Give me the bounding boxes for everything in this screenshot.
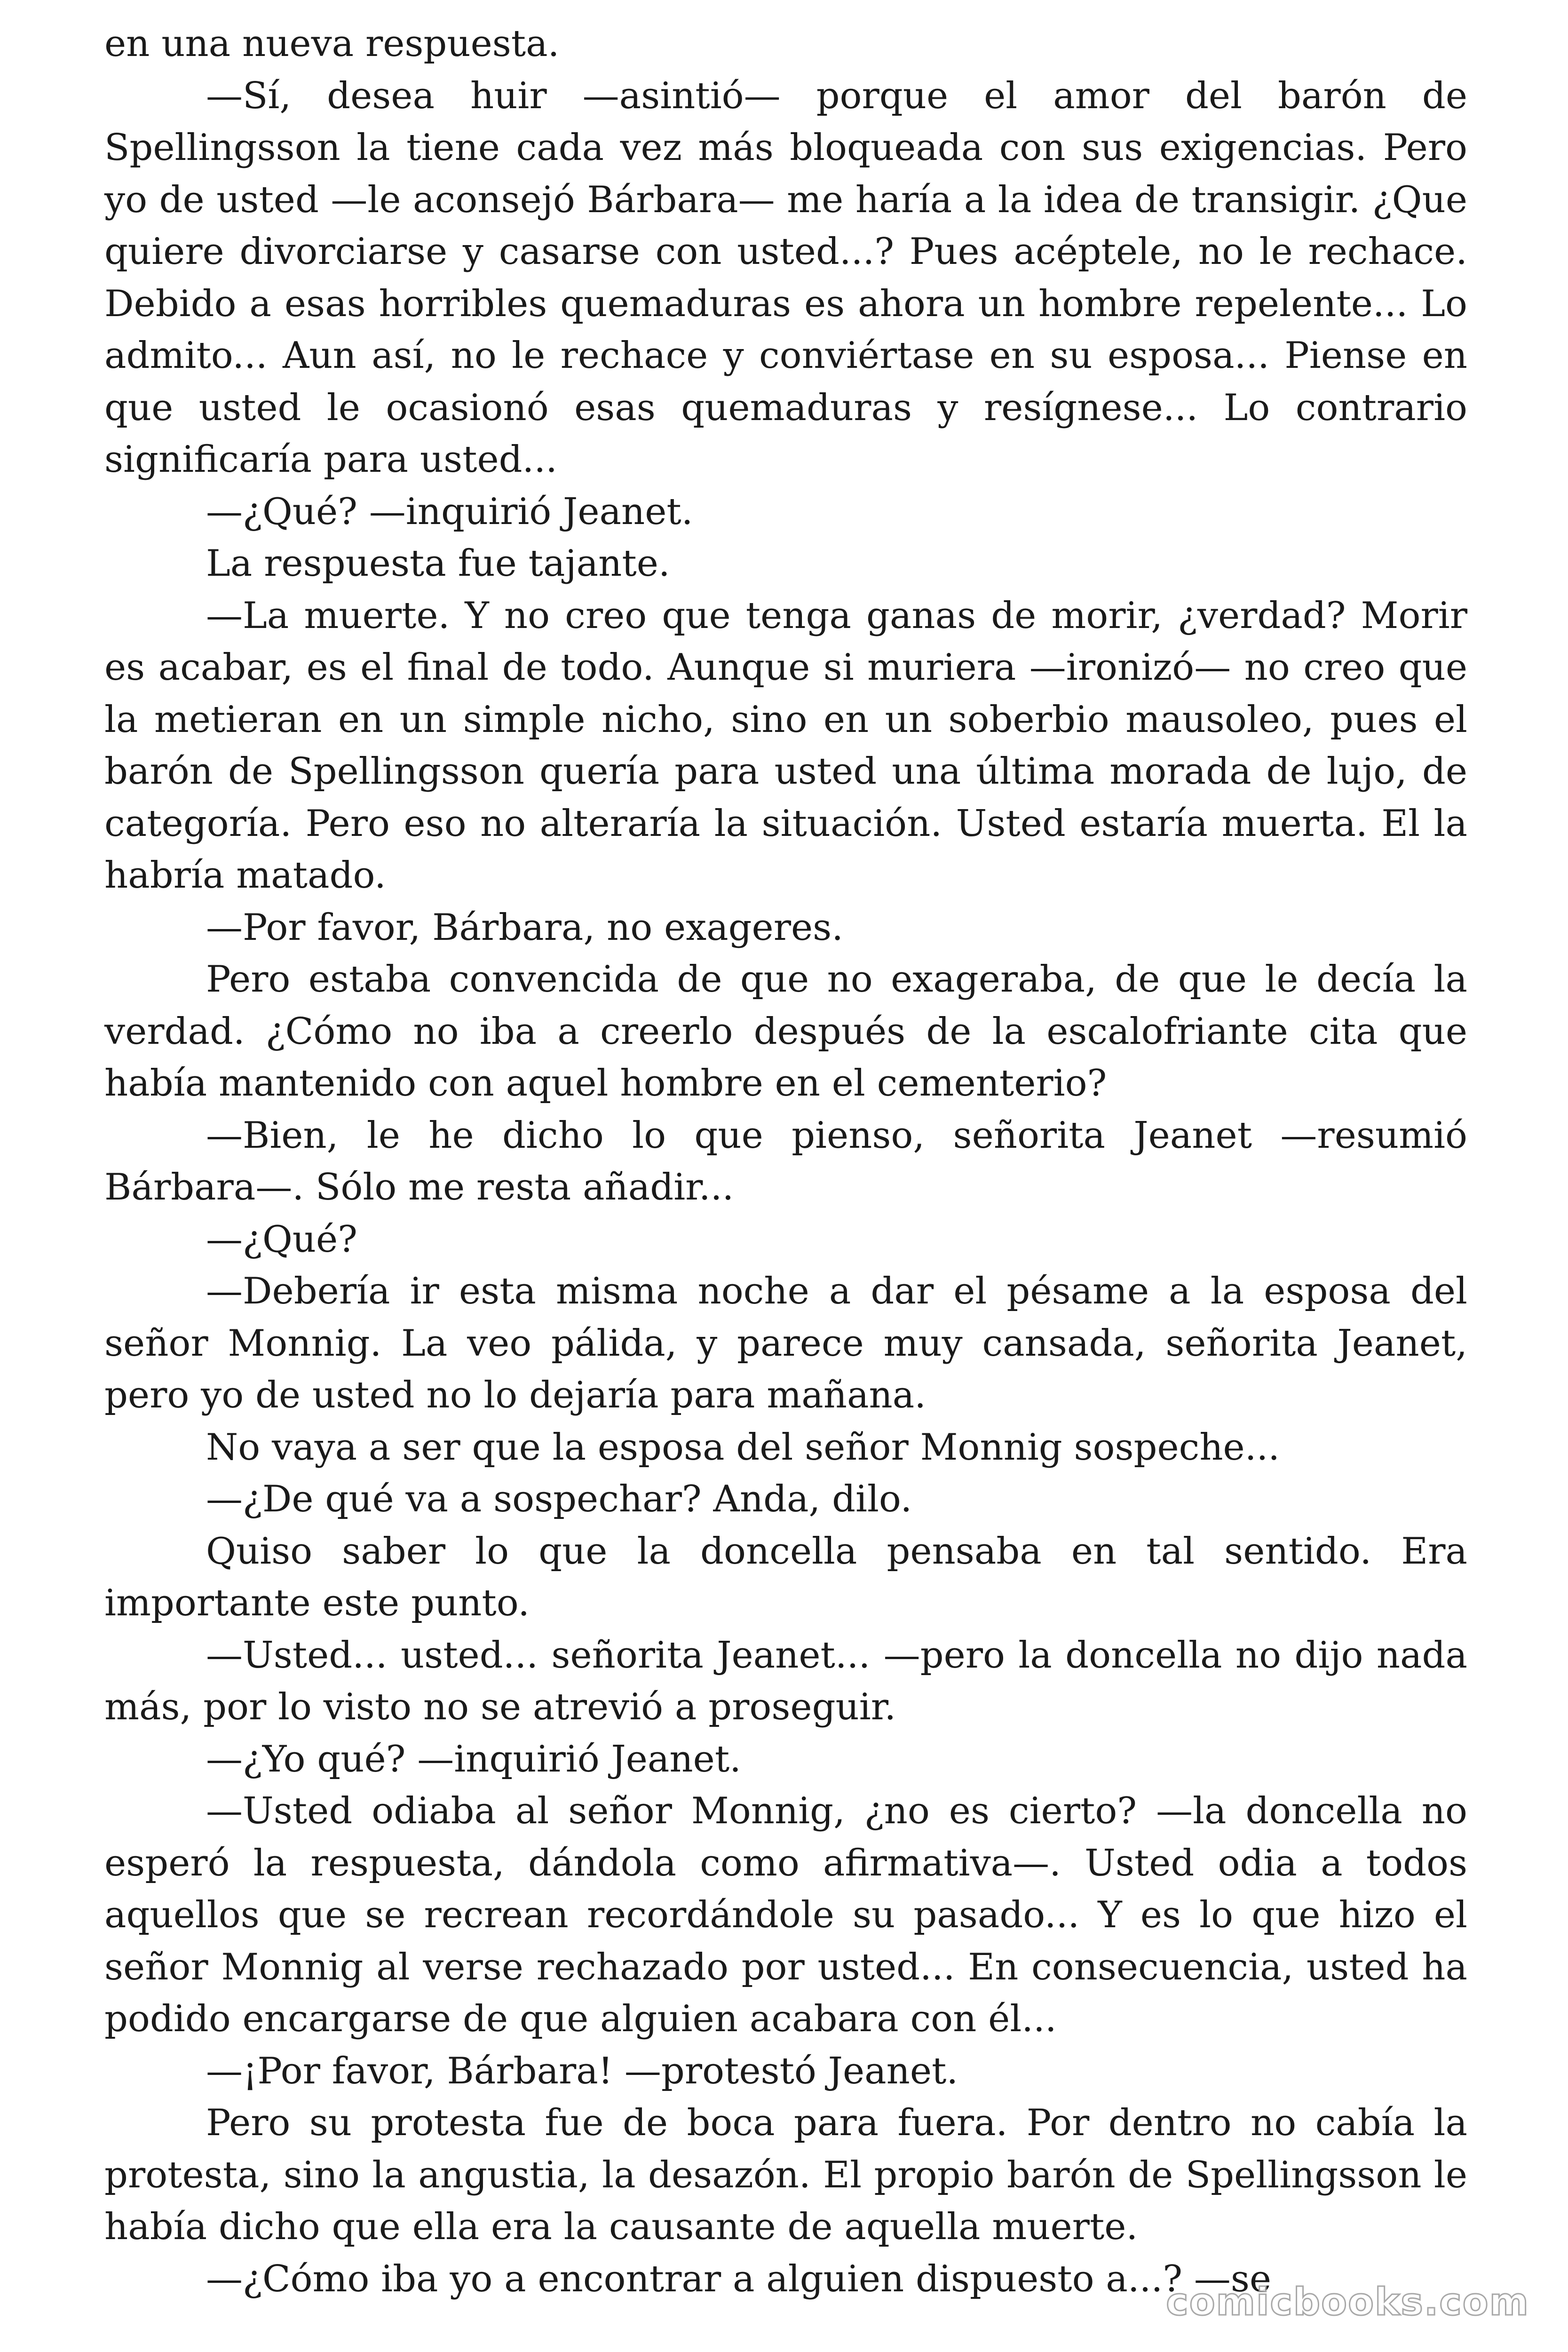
paragraph: —¿Yo qué? —inquirió Jeanet. <box>206 1738 741 1780</box>
paragraph: —La muerte. Y no creo que tenga ganas de morir, ¿verdad? Morir es acabar, es el final de todo. Aunque si muriera —ironizó— no creo que la metieran en un simple nicho, sino en un soberbio mausoleo, pues el barón de Spellingsson quería para usted una última morada de lujo, de categoría. Pero eso no alteraría la situación. Usted estaría muerta. El la habría matado. <box>104 594 1467 897</box>
paragraph: —¿De qué va a sospechar? Anda, dilo. <box>206 1478 912 1520</box>
paragraph: —¿Cómo iba yo a encontrar a alguien dispuesto a...? —se <box>206 2257 1272 2300</box>
paragraph: —¿Qué? <box>206 1218 357 1261</box>
paragraph: —Por favor, Bárbara, no exageres. <box>206 906 843 949</box>
paragraph: Quiso saber lo que la doncella pensaba en tal sentido. Era importante este punto. <box>104 1530 1467 1624</box>
paragraph: en una nueva respuesta. <box>104 23 560 65</box>
paragraph: —Sí, desea huir —asintió— porque el amor del barón de Spellingsson la tiene cada vez más bloqueada con sus exigencias. Pero yo de usted —le aconsejó Bárbara— me haría a la idea de transigir. ¿Que quiere divorciarse y casarse con usted...? Pues acéptele, no le rechace. Debido a esas horribles quemaduras es ahora un hombre repelente... Lo admito... Aun así, no le rechace y conviértase en su esposa... Piense en que usted le ocasionó esas quemaduras y resígnese... Lo contrario significaría para usted... <box>104 74 1467 481</box>
paragraph: Pero estaba convencida de que no exageraba, de que le decía la verdad. ¿Cómo no iba a creerlo después de la escalofriante cita que había mantenido con aquel hombre en el cementerio? <box>104 958 1467 1104</box>
paragraph: —Usted... usted... señorita Jeanet... —pero la doncella no dijo nada más, por lo visto no se atrevió a proseguir. <box>104 1634 1467 1728</box>
paragraph: —¿Qué? —inquirió Jeanet. <box>206 490 693 533</box>
paragraph: Pero su protesta fue de boca para fuera. Por dentro no cabía la protesta, sino la angustia, la desazón. El propio barón de Spellingsson le había dicho que ella era la causante de aquella muerte. <box>104 2102 1467 2248</box>
paragraph: —Bien, le he dicho lo que pienso, señorita Jeanet —resumió Bárbara—. Sólo me resta añadir... <box>104 1114 1467 1208</box>
page-text <box>104 18 1467 2305</box>
paragraph: —¡Por favor, Bárbara! —protestó Jeanet. <box>206 2050 958 2092</box>
watermark: comicbooks.com <box>1166 2280 1529 2324</box>
paragraph: La respuesta fue tajante. <box>206 542 670 585</box>
paragraph: No vaya a ser que la esposa del señor Monnig sospeche... <box>206 1426 1280 1469</box>
paragraph: —Debería ir esta misma noche a dar el pésame a la esposa del señor Monnig. La veo pálida, y parece muy cansada, señorita Jeanet, pero yo de usted no lo dejaría para mañana. <box>104 1270 1467 1416</box>
paragraph: —Usted odiaba al señor Monnig, ¿no es cierto? —la doncella no esperó la respuesta, dándola como afirmativa—. Usted odia a todos aquellos que se recrean recordándole su pasado... Y es lo que hizo el señor Monnig al verse rechazado por usted... En consecuencia, usted ha podido encargarse de que alguien acabara con él... <box>104 1790 1467 2040</box>
